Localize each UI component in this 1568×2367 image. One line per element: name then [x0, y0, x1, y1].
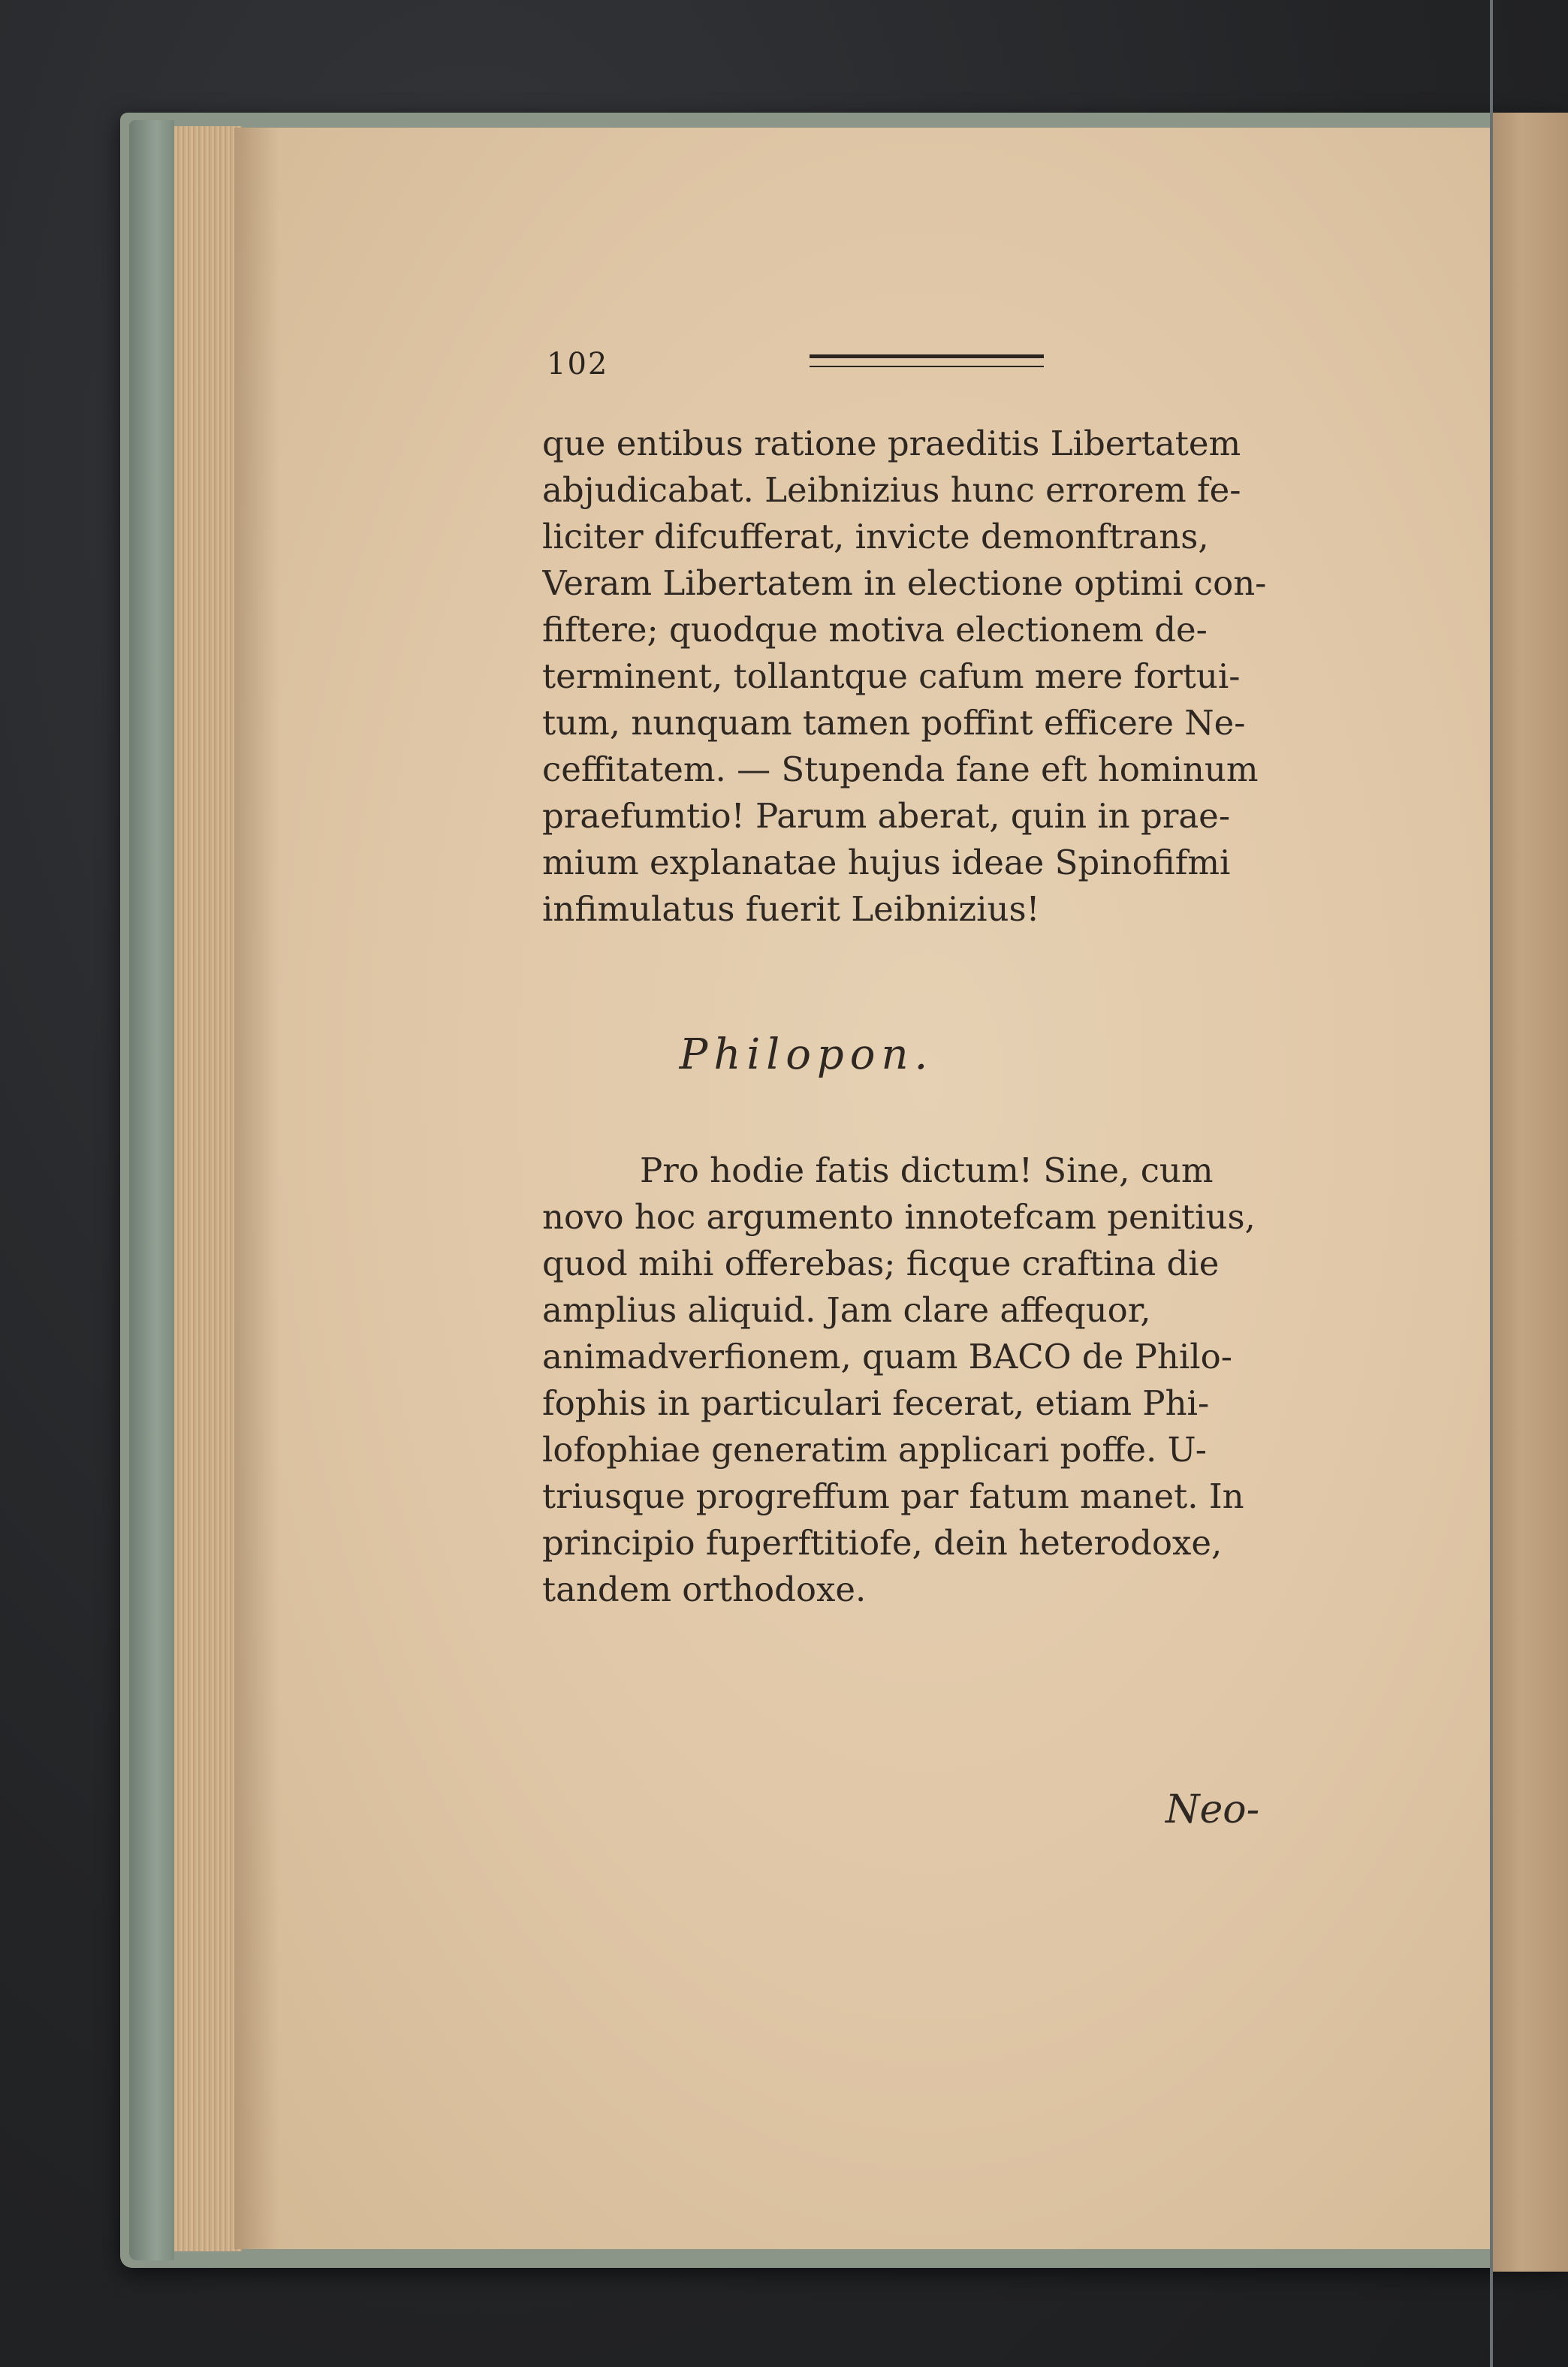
text-line: triusque progreffum par fatum manet. In: [542, 1476, 1244, 1516]
text-line: tandem orthodoxe.: [542, 1569, 867, 1609]
catchword: Neo-: [1165, 1787, 1260, 1832]
text-line: quod mihi offerebas; ficque craftina die: [542, 1244, 1220, 1283]
text-line: amplius aliquid. Jam clare affequor,: [542, 1290, 1151, 1330]
text-line: animadverfionem, quam BACO de Philo-: [542, 1337, 1232, 1376]
text-line: fophis in particulari fecerat, etiam Phi-: [542, 1383, 1210, 1423]
text-line: infimulatus fuerit Leibnizius!: [542, 889, 1040, 929]
book-spine-edge: [129, 120, 174, 2260]
text-line: lofophiae generatim applicari poffe. U-: [542, 1430, 1207, 1470]
scanner-glass-edge: [1490, 0, 1493, 2367]
text-line: tum, nunquam tamen poffint efficere Ne-: [542, 703, 1246, 743]
text-line: Veram Libertatem in electione optimi con-: [542, 563, 1267, 603]
header-rule: [810, 354, 1044, 367]
paragraph-1: [542, 421, 1323, 933]
text-line: terminent, tollantque cafum mere fortui-: [542, 656, 1241, 696]
text-line: Pro hodie fatis dictum! Sine, cum: [640, 1150, 1214, 1190]
text-line: abjudicabat. Leibnizius hunc errorem fe-: [542, 470, 1241, 510]
text-line: liciter difcufferat, invicte demonftrans,: [542, 517, 1209, 556]
section-heading: Philopon.: [679, 1030, 934, 1079]
text-line: praefumtio! Parum aberat, quin in prae-: [542, 796, 1231, 836]
page-edges: [174, 126, 242, 2251]
text-line: novo hoc argumento innotefcam penitius,: [542, 1197, 1256, 1237]
page-number: 102: [547, 347, 609, 381]
text-line: ceffitatem. — Stupenda fane eft hominum: [542, 749, 1259, 789]
text-line: que entibus ratione praeditis Libertatem: [542, 424, 1241, 463]
facing-page-edge: [1490, 113, 1568, 2272]
text-line: mium explanatae hujus ideae Spinofifmi: [542, 843, 1231, 882]
paragraph-2: [542, 1147, 1323, 1613]
text-line: principio fuperftitiofe, dein heterodoxe,: [542, 1523, 1223, 1563]
text-line: fiftere; quodque motiva electionem de-: [542, 610, 1208, 650]
gutter-shadow: [234, 128, 279, 2249]
